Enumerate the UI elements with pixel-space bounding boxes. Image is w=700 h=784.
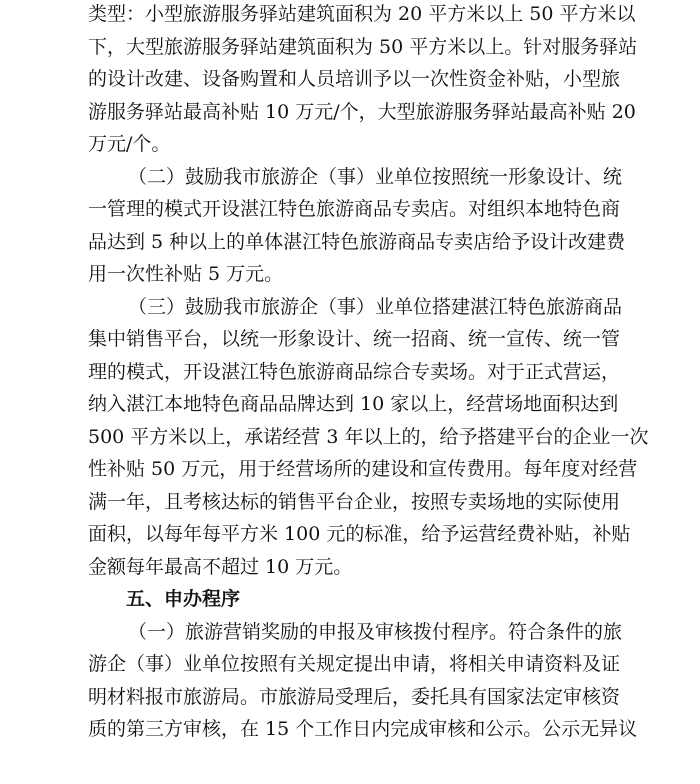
text-line: （三）鼓励我市旅游企（事）业单位搭建湛江特色旅游商品 (128, 295, 623, 318)
paragraph-station-types (88, 0, 638, 161)
text-line: 面积，以每年每平方米 100 元的标准，给予运营经费补贴，补贴 (88, 523, 631, 545)
text-line: 下，大型旅游服务驿站建筑面积为 50 平方米以上。针对服务驿站 (88, 35, 638, 58)
paragraph-sales-platform (88, 291, 649, 584)
text-line: 万元/个。 (88, 133, 171, 155)
text-line: 明材料报市旅游局。市旅游局受理后，委托具有国家法定审核资 (88, 685, 621, 708)
text-line: 纳入湛江本地特色商品品牌达到 10 家以上，经营场地面积达到 (88, 393, 619, 415)
text-line: 质的第三方审核，在 15 个工作日内完成审核和公示。公示无异议 (88, 718, 638, 740)
text-line: 金额每年最高不超过 10 万元。 (88, 555, 353, 578)
section-heading: 五、申办程序 (126, 588, 241, 610)
text-line: 类型：小型旅游服务驿站建筑面积为 20 平方米以上 50 平方米以 (88, 3, 636, 25)
text-line: 游企（事）业单位按照有关规定提出申请，将相关申请资料及证 (88, 653, 621, 675)
text-line: 用一次性补贴 5 万元。 (88, 263, 284, 285)
text-line: 理的模式，开设湛江特色旅游商品综合专卖场。对于正式营运， (88, 360, 621, 383)
text-line: 品达到 5 种以上的单体湛江特色旅游商品专卖店给予设计改建费 (88, 230, 626, 253)
text-line: 的设计改建、设备购置和人员培训予以一次性资金补贴，小型旅 (88, 68, 621, 90)
text-line: （二）鼓励我市旅游企（事）业单位按照统一形象设计、统 (128, 165, 623, 188)
text-line: 性补贴 50 万元，用于经营场所的建设和宣传费用。每年度对经营 (88, 458, 638, 480)
text-line: 500 平方米以上，承诺经营 3 年以上的，给予搭建平台的企业一次 (88, 425, 649, 448)
document-body (88, 0, 649, 746)
text-line: 集中销售平台，以统一形象设计、统一招商、统一宣传、统一管 (88, 328, 621, 350)
text-line: 一管理的模式开设湛江特色旅游商品专卖店。对组织本地特色商 (88, 198, 621, 220)
paragraph-specialty-store (88, 161, 626, 291)
text-line: 游服务驿站最高补贴 10 万元/个，大型旅游服务驿站最高补贴 20 (88, 100, 636, 123)
text-line: （一）旅游营销奖励的申报及审核拨付程序。符合条件的旅 (128, 620, 623, 643)
paragraph-procedure (88, 616, 638, 746)
text-line: 满一年，且考核达标的销售平台企业，按照专卖场地的实际使用 (88, 490, 621, 513)
